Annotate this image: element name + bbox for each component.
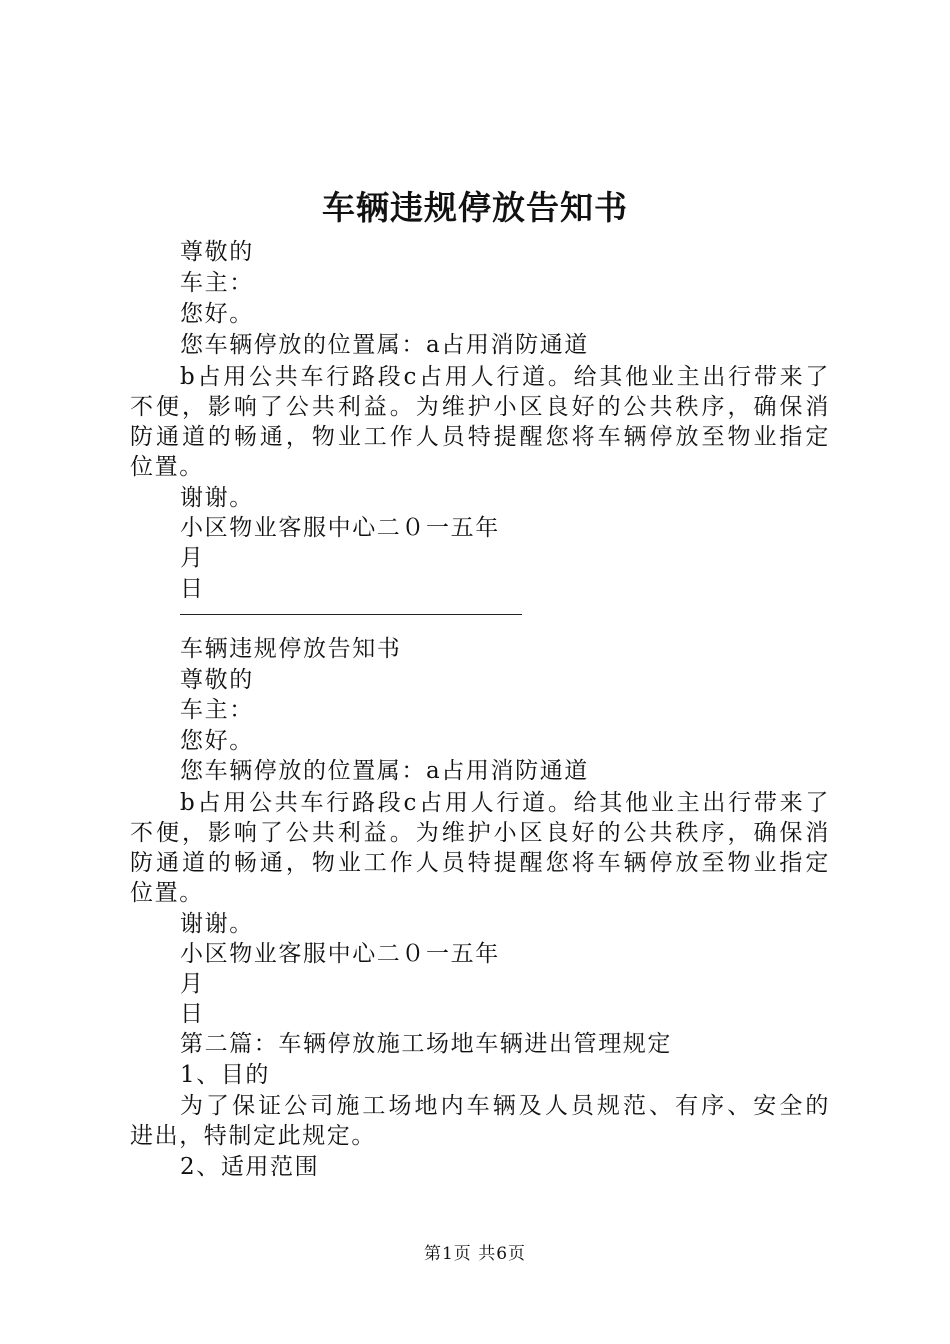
- thanks-line: 谢谢。: [180, 485, 254, 511]
- day-line: 日: [180, 576, 205, 602]
- addressee-line: 车主：: [180, 270, 254, 296]
- body-line: 位置。: [130, 880, 204, 906]
- day-line: 日: [180, 1001, 205, 1027]
- signature-line: 小区物业客服中心二０一五年: [180, 515, 500, 541]
- body-line: 防通道的畅通，物业工作人员特提醒您将车辆停放至物业指定: [130, 424, 830, 450]
- salutation-line: 尊敬的: [180, 667, 254, 693]
- section-heading: 2、适用范围: [180, 1154, 320, 1180]
- salutation-line: 尊敬的: [180, 239, 254, 265]
- page-title: 车辆违规停放告知书: [322, 188, 628, 227]
- body-line: 不便，影响了公共利益。为维护小区良好的公共秩序，确保消: [130, 820, 830, 846]
- body-line: 不便，影响了公共利益。为维护小区良好的公共秩序，确保消: [130, 394, 830, 420]
- body-line: b占用公共车行路段c占用人行道。给其他业主出行带来了: [180, 790, 830, 816]
- greeting-line: 您好。: [180, 301, 254, 327]
- addressee-line: 车主：: [180, 697, 254, 723]
- body-line: 进出，特制定此规定。: [130, 1123, 376, 1149]
- body-line: 您车辆停放的位置属：a占用消防通道: [180, 332, 589, 358]
- page-footer: 第1页 共6页: [423, 1244, 527, 1264]
- signature-line: 小区物业客服中心二０一五年: [180, 941, 500, 967]
- section-heading: 1、目的: [180, 1062, 271, 1088]
- thanks-line: 谢谢。: [180, 911, 254, 937]
- section-title-line: 车辆违规停放告知书: [180, 636, 402, 662]
- greeting-line: 您好。: [180, 728, 254, 754]
- body-line: b占用公共车行路段c占用人行道。给其他业主出行带来了: [180, 364, 830, 390]
- body-line: 为了保证公司施工场地内车辆及人员规范、有序、安全的: [180, 1093, 830, 1119]
- month-line: 月: [180, 971, 205, 997]
- body-line: 防通道的畅通，物业工作人员特提醒您将车辆停放至物业指定: [130, 850, 830, 876]
- body-line: 位置。: [130, 454, 204, 480]
- month-line: 月: [180, 545, 205, 571]
- chapter-heading: 第二篇：车辆停放施工场地车辆进出管理规定: [180, 1031, 672, 1057]
- separator-line: [180, 614, 522, 615]
- body-line: 您车辆停放的位置属：a占用消防通道: [180, 758, 589, 784]
